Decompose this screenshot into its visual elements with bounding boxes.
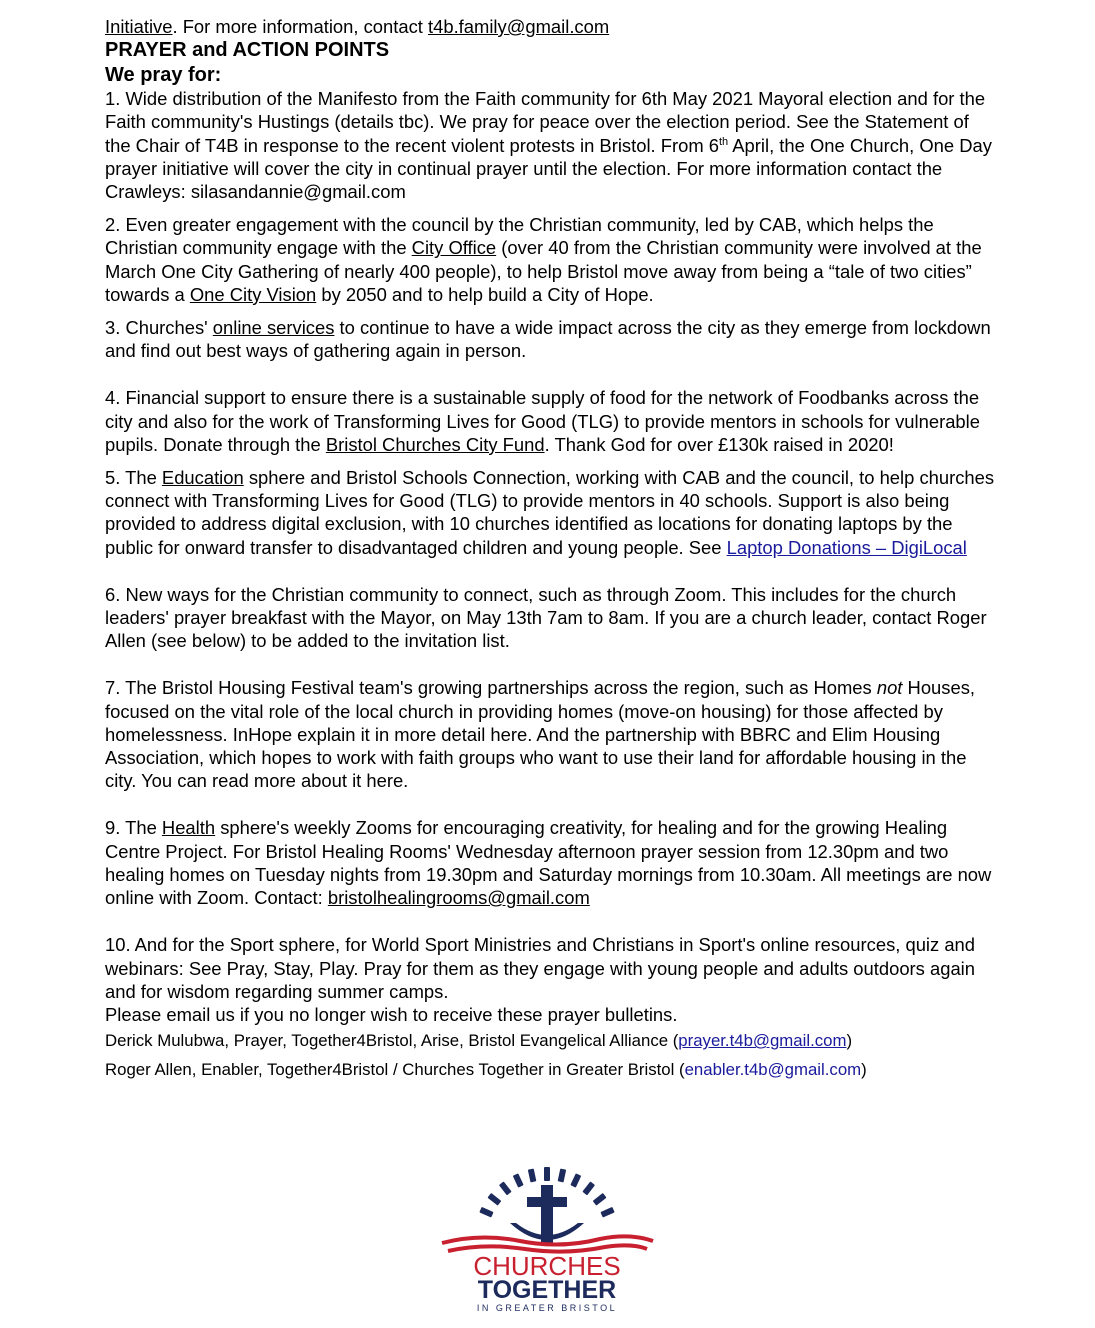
initiative-link[interactable]: Initiative [105,16,173,37]
prayer-email-link[interactable]: prayer.t4b@gmail.com [678,1031,847,1051]
healing-rooms-email-link[interactable]: bristolhealingrooms@gmail.com [327,887,590,909]
prayer-point-2: 2. Even greater engagement with the council by the Christian community, led by CAB, which helps the Christian community engage with the City Office (over 40 from the Christian community were involved at the March One City Gathering of nearly 400 people), to help Bristol move away from being a “tale of two cities” towards a One City Vision by 2050 and to help build a City of Hope. [105,214,982,305]
prayer-point-1: 1. Wide distribution of the Manifesto from the Faith community for 6th May 2021 Mayoral election and for the Faith community's Hustings (details tbc). We pray for peace over the election period. See the Statement of the Chair of T4B in response to the recent violent protests in Bristol. From 6th April, the One Church, One Day prayer initiative will cover the city in continual prayer until the election. For more information contact the Crawleys: silasandannie@gmail.com [105,88,992,203]
intro-line [105,15,995,38]
logo-line-together: TOGETHER [477,1276,617,1304]
prayer-point-7: 7. The Bristol Housing Festival team's growing partnerships across the region, such as Homes not Houses, focused on the vital role of the local church in providing homes (move-on housing) for those affected by homelessness. InHope explain it in more detail here. And the partnership with BBRC and Elim Housing Association, which hopes to work with faith groups who want to use their land for affordable housing in the city. You can read more about it here. [105,677,975,792]
section-subheading: We pray for: [105,64,222,87]
prayer-point-4: 4. Financial support to ensure there is a sustainable supply of food for the network of Foodbanks across the city and also for the work of Transforming Lives for Good (TLG) to provide mentors in schools for vulnerable pupils. Donate through the Bristol Churches City Fund. Thank God for over £130k raised in 2020! [105,387,980,455]
prayer-point-3: 3. Churches' online services to continue to have a wide impact across the city as they emerge from lockdown and find out best ways of gathering again in person. [105,317,991,362]
contact-email-link[interactable]: t4b.family@gmail.com [428,16,610,37]
signature-derick: Derick Mulubwa, Prayer, Together4Bristol, Arise, Bristol Evangelical Alliance (prayer.t4b@gmail.com) [105,1031,853,1051]
laptop-donations-link[interactable]: Laptop Donations – DigiLocal [726,536,967,558]
signature-roger: Roger Allen, Enabler, Together4Bristol / Churches Together in Greater Bristol (enabler.t4b@gmail.com) [105,1060,867,1080]
health-link[interactable]: Health [161,817,216,839]
cross-icon [510,1185,584,1243]
prayer-point-10: 10. And for the Sport sphere, for World Sport Ministries and Christians in Sport's online resources, quiz and webinars: See Pray, Stay, Play. Pray for them as they engage with young people and adults outdoors again and for wisdom regarding summer camps. [105,934,976,1002]
churches-together-logo [440,1165,655,1315]
unsubscribe-note: Please email us if you no longer wish to receive these prayer bulletins. [105,1003,678,1025]
enabler-email-link[interactable]: enabler.t4b@gmail.com [684,1060,862,1080]
prayer-point-6: 6. New ways for the Christian community to connect, such as through Zoom. This includes for the church leaders' prayer breakfast with the Mayor, on May 13th 7am to 8am. If you are a church leader, contact Roger Allen (see below) to be added to the invitation list. [105,583,987,652]
education-link[interactable]: Education [161,467,244,489]
city-fund-link[interactable]: Bristol Churches City Fund [325,433,545,455]
online-services-link[interactable]: online services [212,317,335,339]
prayer-point-9: 9. The Health sphere's weekly Zooms for encouraging creativity, for healing and for the growing Healing Centre Project. For Bristol Healing Rooms' Wednesday afternoon prayer session from 12.30pm and two healing homes on Tuesday nights from 19.30pm and Saturday mornings from 10.30am. All meetings are now online with Zoom. Contact: bristolhealingrooms@gmail.com [105,817,992,909]
prayer-point-5: 5. The Education sphere and Bristol Schools Connection, working with CAB and the council, to help churches connect with Transforming Lives for Good (TLG) to provide mentors in 40 schools. Support is also being provided to address digital exclusion, with 10 churches identified as locations for donating laptops by the public for onward transfer to disadvantaged children and young people. See Laptop Donations – DigiLocal [105,467,995,558]
logo-line-churches: CHURCHES [473,1251,621,1281]
logo-line-greater-bristol: IN GREATER BRISTOL [476,1303,618,1313]
section-heading: PRAYER and ACTION POINTS [105,39,390,62]
one-city-vision-link[interactable]: One City Vision [189,283,317,305]
intro-text: . For more information, contact [172,16,428,37]
bulletin-page [105,15,995,1084]
city-office-link[interactable]: City Office [411,237,497,259]
